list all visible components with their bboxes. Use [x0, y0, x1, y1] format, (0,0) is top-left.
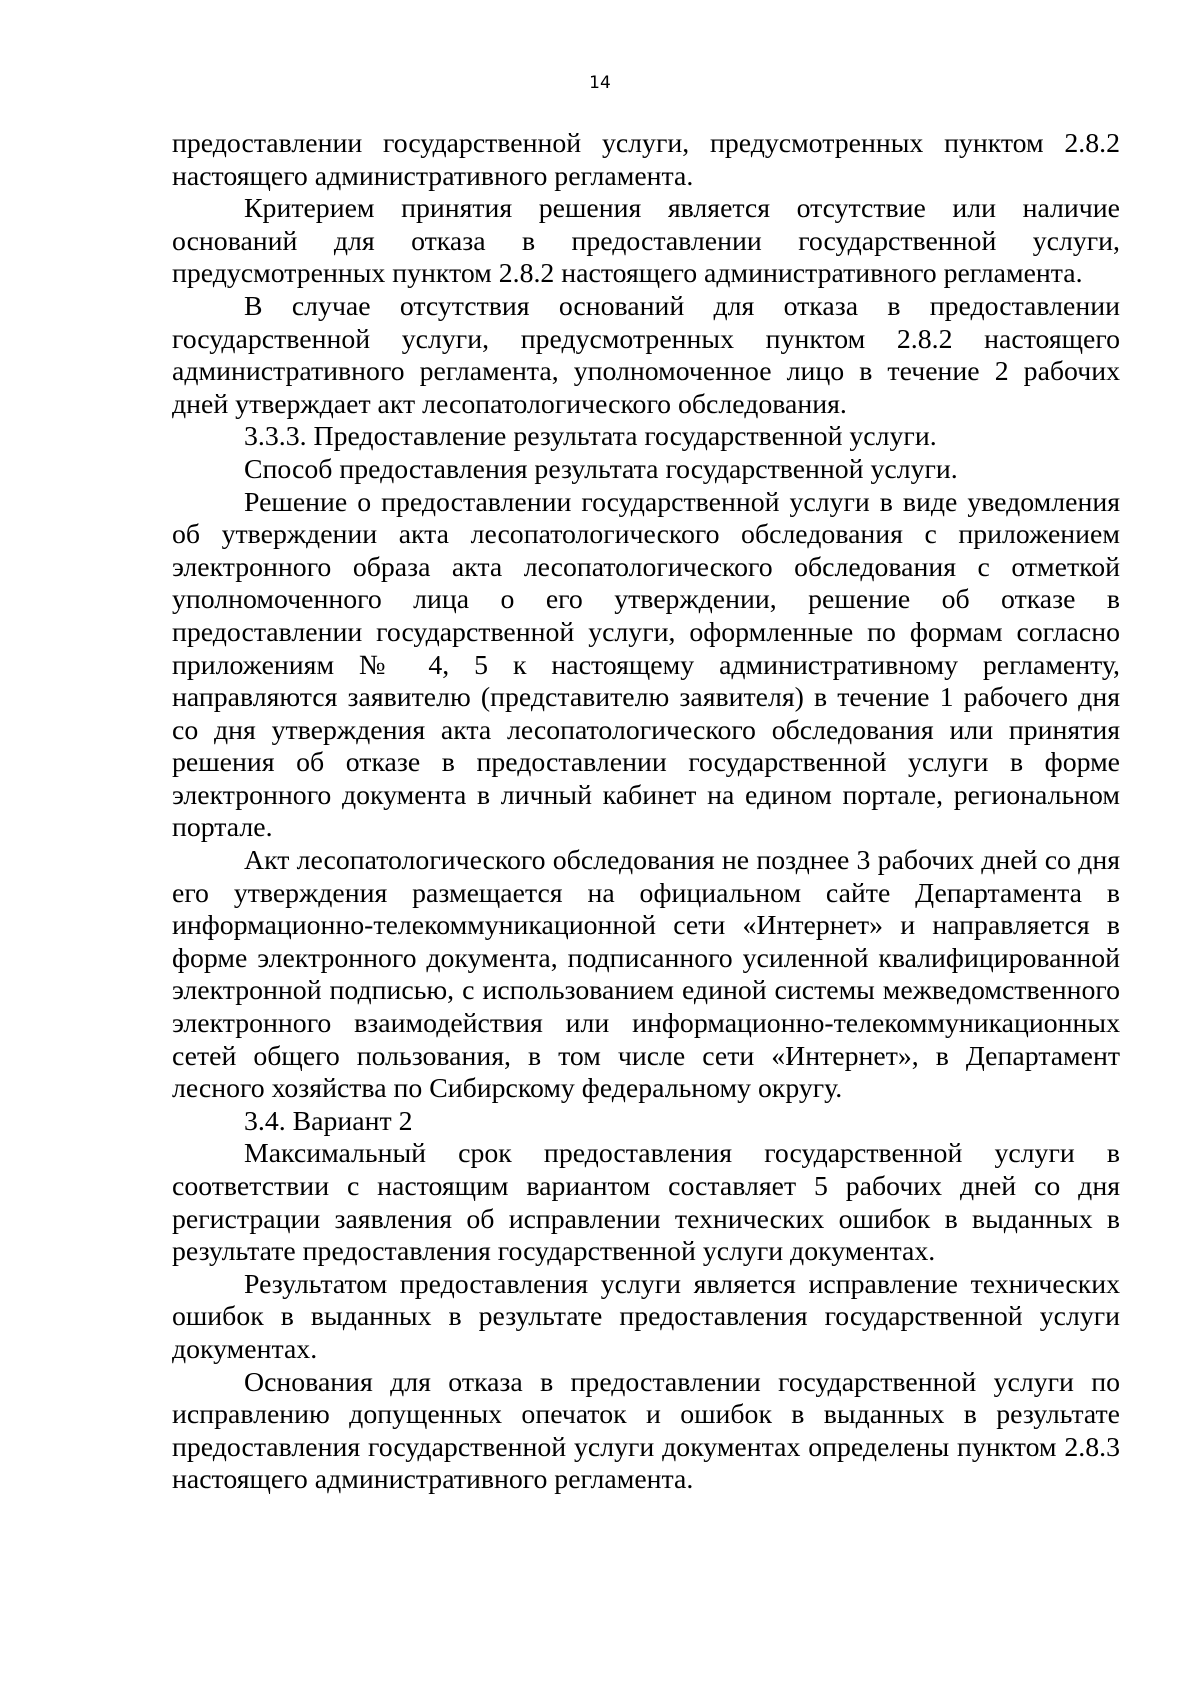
- paragraph-refusal-grounds: Основания для отказа в предоставлении государственной услуги по исправлению допущенных опечаток и ошибок в выданных в результате предоставления государственной услуги документах определены пунктом 2.8.3 настоящего административного регламента.: [172, 1366, 1120, 1496]
- paragraph-delivery-method-heading: Способ предоставления результата государственной услуги.: [244, 453, 958, 485]
- section-heading-3-4: 3.4. Вариант 2: [244, 1105, 413, 1137]
- paragraph-decision-criterion: Критерием принятия решения является отсутствие или наличие оснований для отказа в предоставлении государственной услуги, предусмотренных пунктом 2.8.2 настоящего административного регламента.: [172, 193, 1120, 290]
- paragraph-result: Результатом предоставления услуги является исправление технических ошибок в выданных в результате предоставления государственной услуги документах.: [172, 1268, 1120, 1365]
- paragraph-max-term: Максимальный срок предоставления государственной услуги в соответствии с настоящим вариантом составляет 5 рабочих дней со дня регистрации заявления об исправлении технических ошибок в выданных в результате предоставления государственной услуги документах.: [172, 1138, 1120, 1268]
- paragraph-approval: В случае отсутствия оснований для отказа в предоставлении государственной услуги, предусмотренных пунктом 2.8.2 настоящего административного регламента, уполномоченное лицо в течение 2 рабочих дней утверждает акт лесопатологического обследования.: [172, 290, 1120, 420]
- section-heading-3-3-3: 3.3.3. Предоставление результата государственной услуги.: [244, 421, 937, 453]
- paragraph-continuation: предоставлении государственной услуги, предусмотренных пунктом 2.8.2 настоящего административного регламента.: [172, 128, 1120, 192]
- page-number: 14: [589, 73, 611, 93]
- paragraph-decision-delivery: Решение о предоставлении государственной услуги в виде уведомления об утверждении акта лесопатологического обследования с приложением электронного образа акта лесопатологического обследования с отметкой уполномоченного лица о его утверждении, решение об отказе в предоставлении государственной услуги, оформленные по формам согласно приложениям № 4, 5 к настоящему административному регламенту, направляются заявителю (представителю заявителя) в течение 1 рабочего дня со дня утверждения акта лесопатологического обследования или принятия решения об отказе в предоставлении государственной услуги в форме электронного документа в личный кабинет на едином портале, региональном портале.: [172, 486, 1120, 844]
- paragraph-act-publication: Акт лесопатологического обследования не позднее 3 рабочих дней со дня его утверждения размещается на официальном сайте Департамента в информационно-телекоммуникационной сети «Интернет» и направляется в форме электронного документа, подписанного усиленной квалифицированной электронной подписью, с использованием единой системы межведомственного электронного взаимодействия или информационно-телекоммуникационных сетей общего пользования, в том числе сети «Интернет», в Департамент лесного хозяйства по Сибирскому федеральному округу.: [172, 845, 1120, 1105]
- document-body: [172, 128, 1120, 1497]
